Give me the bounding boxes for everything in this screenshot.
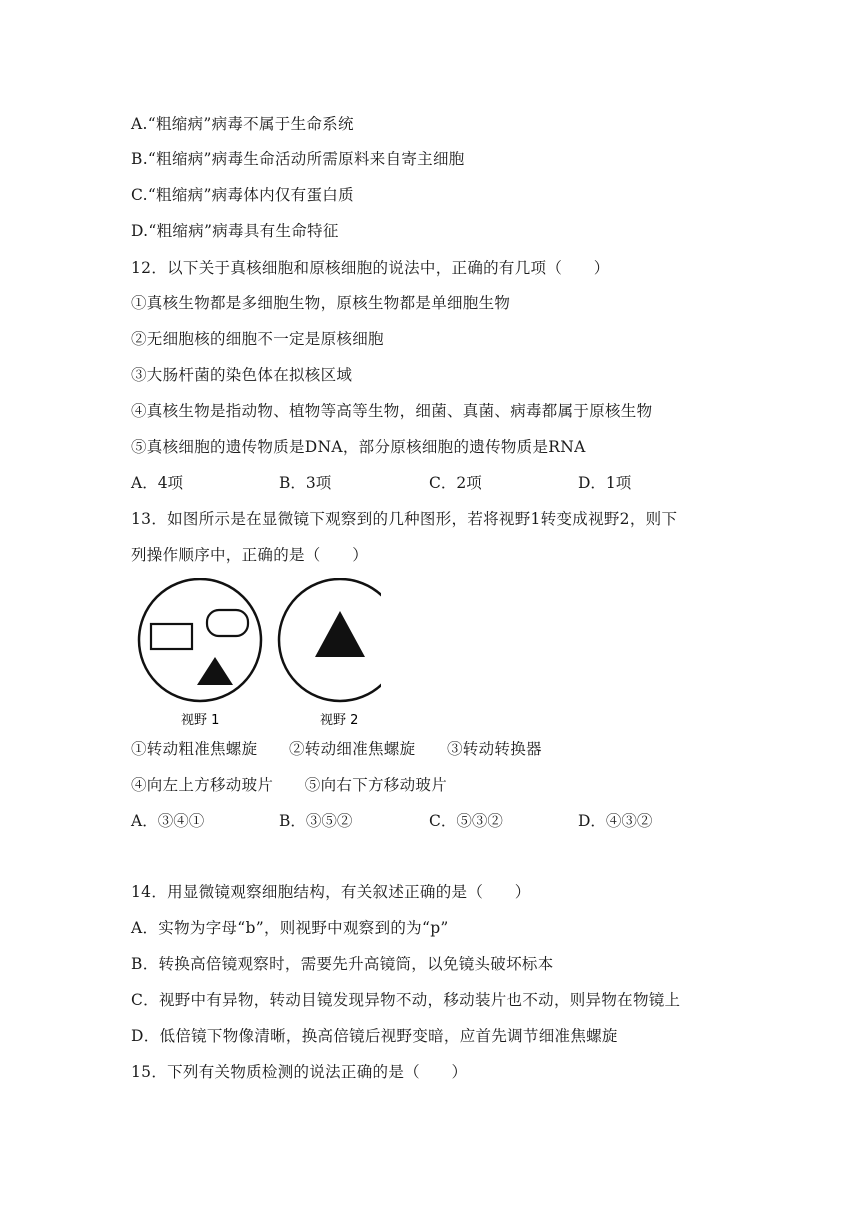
q12-choice-b: B．3项 bbox=[279, 474, 332, 492]
q13-choice-b: B．③⑤② bbox=[279, 812, 353, 830]
q11-option-a: A.“粗缩病”病毒不属于生命系统 bbox=[131, 115, 354, 133]
rounded-rectangle-shape bbox=[207, 610, 248, 636]
field-of-view-1 bbox=[139, 579, 261, 701]
q12-choice-c: C．2项 bbox=[429, 474, 482, 492]
q15-stem: 15．下列有关物质检测的说法正确的是（ ） bbox=[131, 1063, 468, 1081]
rectangle-shape bbox=[151, 624, 192, 649]
q13-choice-a: A．③④① bbox=[131, 812, 205, 830]
q13-stem-line2: 列操作顺序中，正确的是（ ） bbox=[131, 546, 369, 564]
large-triangle-shape bbox=[315, 611, 365, 657]
q14-option-d: D．低倍镜下物像清晰，换高倍镜后视野变暗，应首先调节细准焦螺旋 bbox=[131, 1027, 618, 1045]
q11-option-c: C.“粗缩病”病毒体内仅有蛋白质 bbox=[131, 186, 354, 204]
q12-statement-3: ③大肠杆菌的染色体在拟核区域 bbox=[131, 366, 353, 384]
q12-choice-a: A．4项 bbox=[131, 474, 184, 492]
q14-option-b: B．转换高倍镜观察时，需要先升高镜筒，以免镜头破坏标本 bbox=[131, 955, 554, 973]
q12-statement-1: ①真核生物都是多细胞生物，原核生物都是单细胞生物 bbox=[131, 294, 511, 312]
q14-option-a: A．实物为字母“b”，则视野中观察到的为“p” bbox=[131, 919, 449, 937]
small-triangle-shape bbox=[197, 657, 233, 685]
q12-stem: 12．以下关于真核细胞和原核细胞的说法中，正确的有几项（ ） bbox=[131, 259, 610, 277]
q13-choice-d: D．④③② bbox=[578, 812, 653, 830]
q14-option-c: C．视野中有异物，转动目镜发现异物不动，移动装片也不动，则异物在物镜上 bbox=[131, 991, 681, 1009]
q14-stem: 14．用显微镜观察细胞结构，有关叙述正确的是（ ） bbox=[131, 883, 531, 901]
figure-label-field-1: 视野 1 bbox=[181, 713, 220, 728]
q12-statement-2: ②无细胞核的细胞不一定是原核细胞 bbox=[131, 330, 384, 348]
q12-choice-d: D．1项 bbox=[578, 474, 632, 492]
q11-option-b: B.“粗缩病”病毒生命活动所需原料来自寄主细胞 bbox=[131, 150, 465, 168]
q13-steps-line2: ④向左上方移动玻片 ⑤向右下方移动玻片 bbox=[131, 776, 448, 794]
figure-label-field-2: 视野 2 bbox=[320, 713, 359, 728]
q13-choice-c: C．⑤③② bbox=[429, 812, 503, 830]
q13-steps-line1: ①转动粗准焦螺旋 ②转动细准焦螺旋 ③转动转换器 bbox=[131, 740, 542, 758]
q11-option-d: D.“粗缩病”病毒具有生命特征 bbox=[131, 222, 339, 240]
q13-stem-line1: 13．如图所示是在显微镜下观察到的几种图形，若将视野1转变成视野2，则下 bbox=[131, 510, 678, 528]
q12-statement-4: ④真核生物是指动物、植物等高等生物，细菌、真菌、病毒都属于原核生物 bbox=[131, 402, 653, 420]
q12-statement-5: ⑤真核细胞的遗传物质是DNA，部分原核细胞的遗传物质是RNA bbox=[131, 438, 586, 456]
field-of-view-2 bbox=[279, 579, 381, 701]
microscope-fields-figure bbox=[131, 578, 381, 738]
